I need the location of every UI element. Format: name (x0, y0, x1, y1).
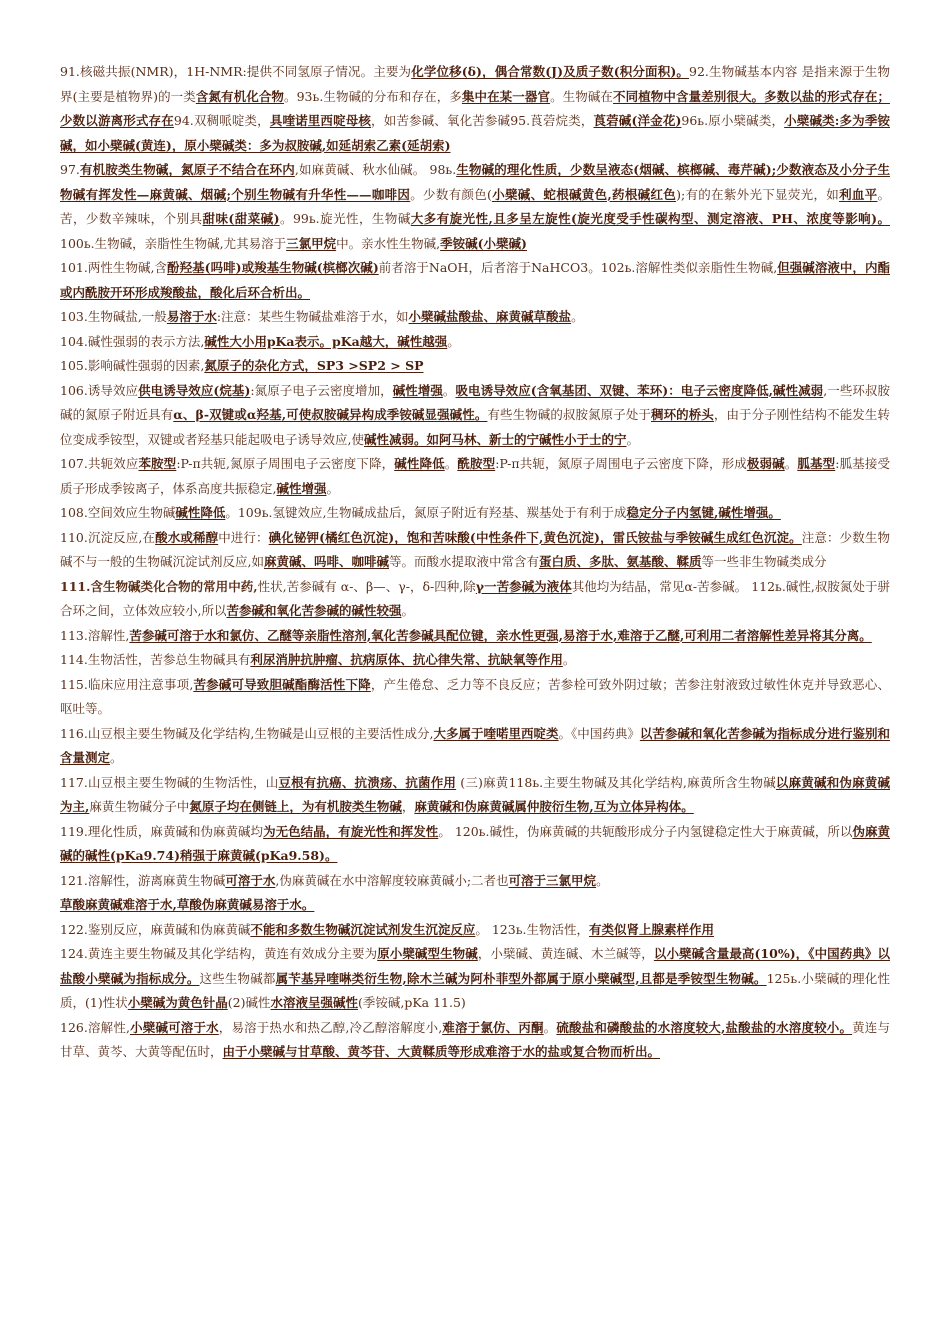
body-text: );有的在紫外光下显荧光，如 (676, 186, 840, 202)
key-point: 三氯甲烷 (286, 235, 337, 251)
key-point: 碱性大小用pKa表示。pKa越大，碱性越强 (204, 333, 448, 349)
paragraph (60, 673, 890, 722)
body-text: ，产生倦怠、乏力等不良反应；苦参栓可致外阴过敏；苦参注射液致过敏性休克并导致恶心、呕吐等。 (60, 676, 890, 716)
body-text: 。《中国药典》 (558, 725, 640, 741)
key-point: 供电诱导效应(烷基) (138, 382, 251, 398)
body-text: 有些生物碱的叔胺氮原子处于 (487, 407, 651, 422)
key-point: 含氮有机化合物 (195, 88, 285, 104)
body-text: ，由于分子刚性结构不能发生转位变成季铵型，双键或者羟基只能起吸电子诱导效应,使 (60, 407, 890, 447)
body-text: :氮原子电子云密度增加， (250, 382, 393, 398)
body-text: 性状,苦参碱有 α-、β—、γ-，δ-四种,除 (257, 578, 476, 594)
body-text: 。93ь.生物碱的分布和存在，多 (284, 88, 462, 104)
body-text: 。生物碱在 (550, 88, 614, 104)
body-text: ,如麻黄碱、秋水仙碱。 98ь. (294, 162, 457, 177)
key-point: 麻黄碱、吗啡、咖啡碱 (263, 554, 389, 569)
paragraph (60, 60, 890, 158)
key-point: 氮原子的杂化方式，SP3 >SP2 > SP (204, 358, 424, 373)
key-point: 吸电诱导效应(含氧基团、双键、苯环)：电子云密度降低,碱性减弱 (455, 382, 824, 398)
key-point: 苦参碱可溶于水和氯仿、乙醚等亲脂性溶剂,氧化苦参碱具配位键，亲水性更强,易溶于水,难溶于乙醚,可利用二者溶解性差异将其分离。 (129, 627, 872, 643)
paragraph (60, 918, 890, 943)
paragraph (60, 820, 890, 869)
body-text: 91.核磁共振(NMR)，1H-NMR:提供不同氢原子情况。主要为 (60, 64, 412, 79)
key-point: 利血平 (839, 186, 878, 202)
paragraph (60, 256, 890, 305)
key-point: α、β-双键或α羟基,可使叔胺碱异构成季铵碱显强碱性。 (173, 407, 488, 422)
key-point: 具喹诺里西啶母核 (269, 113, 372, 128)
key-point: 为无色结晶，有旋光性和挥发性 (263, 823, 439, 839)
key-point: γ一苦参碱为液体 (475, 578, 572, 594)
key-point: 碱性增强 (276, 480, 327, 496)
body-text: 116.山豆根主要生物碱及化学结构,生物碱是山豆根的主要活性成分, (60, 725, 434, 741)
key-point: 小檗碱为黄色针晶 (127, 995, 228, 1010)
key-point: 水溶液呈强碱性 (270, 995, 358, 1010)
body-text: 等一些非生物碱类成分 (701, 554, 827, 569)
body-text: 。 (442, 382, 456, 398)
body-text: 麻黄生物碱分子中 (89, 799, 190, 814)
body-text: 94.双稠哌啶类， (173, 113, 270, 128)
paragraph (60, 305, 890, 330)
body-text: 100ь.生物碱，亲脂性生物碱,尤其易溶于 (60, 235, 287, 251)
body-text: 中进行： (218, 529, 269, 545)
body-text: 。 (444, 456, 458, 471)
paragraph (60, 379, 890, 453)
paragraph (60, 648, 890, 673)
body-text: 。 (571, 309, 584, 324)
body-text: 。 (447, 333, 460, 349)
paragraph (60, 893, 890, 918)
key-point: 可溶于水 (225, 872, 276, 888)
body-text: 。 (543, 1019, 557, 1035)
key-point: 以麻黄碱和伪麻黄碱为主, (60, 774, 890, 814)
key-point: 有机胺类生物碱，氮原子不结合在环内 (79, 162, 295, 177)
body-text: 105.影响碱性强弱的因素, (60, 358, 205, 373)
body-text: 。109ь.氢键效应,生物碱成盐后，氮原子附近有羟基、羰基处于有利于成 (225, 505, 627, 520)
key-point: 由于小檗碱与甘草酸、黄芩苷、大黄鞣质等形成难溶于水的盐或复合物而析出。 (222, 1044, 661, 1059)
body-text: 。 (562, 652, 576, 667)
paragraph (60, 452, 890, 501)
body-text: 101.两性生物碱,含 (60, 260, 168, 275)
body-text: 。少数有颜色( (410, 186, 492, 202)
key-point: 化学位移(δ)，偶合常数(J)及质子数(积分面积)。 (411, 64, 690, 79)
body-text: 126.溶解性, (60, 1019, 130, 1035)
body-text: (三)麻黄118ь.主要生物碱及其化学结构,麻黄所含生物碱 (456, 774, 776, 790)
key-point: 酰胺型 (457, 456, 496, 471)
body-text: 。 120ь.碱性，伪麻黄碱的共轭酸形成分子内氢键稳定性大于麻黄碱，所以 (438, 823, 853, 839)
body-text: 106.诱导效应 (60, 382, 139, 398)
body-text: 。 (401, 603, 415, 618)
body-text: 117.山豆根主要生物碱的生物活性，山 (60, 774, 279, 790)
body-text: 96ь.原小檗碱类， (681, 113, 785, 128)
body-text: 122.鉴别反应，麻黄碱和伪麻黄碱 (60, 921, 251, 937)
key-point: 可溶于三氯甲烷 (508, 872, 597, 888)
key-point: 稳定分子内氢键,碱性增强。 (626, 505, 781, 520)
paragraph (60, 771, 890, 820)
key-point: 碘化铋钾(橘红色沉淀)，饱和苦味酸(中性条件下,黄色沉淀)，雷氏铵盐与季铵碱生成红色沉淀。 (268, 529, 802, 545)
body-text: (2)碱性 (227, 995, 271, 1010)
key-point: 蛋白质、多肽、氨基酸、鞣质 (539, 554, 702, 569)
body-text: ， (401, 799, 415, 814)
body-text: 。 123ь.生物活性， (475, 921, 589, 937)
key-point: 难溶于氯仿、丙酮 (442, 1019, 544, 1035)
key-point: 属苄基异喹啉类衍生物,除木兰碱为阿朴菲型外都属于原小檗碱型,且都是季铵型生物碱。 (275, 970, 767, 986)
body-text: ,伪麻黄碱在水中溶解度较麻黄碱小;二者也 (275, 872, 509, 888)
body-text: ，易溶于热水和热乙醇,冷乙醇溶解度小, (218, 1019, 443, 1035)
key-point: 有类似肾上腺素样作用 (588, 921, 714, 937)
body-text: 。 (784, 456, 798, 471)
key-point: 集中在某一器官 (461, 88, 551, 104)
body-text: 这些生物碱都 (199, 970, 276, 986)
key-point: 小檗碱盐酸盐、麻黄碱草酸盐 (408, 309, 572, 324)
document-page (60, 60, 890, 1065)
paragraph (60, 526, 890, 575)
paragraph (60, 501, 890, 526)
paragraph (60, 1016, 890, 1065)
key-point: 莨菪碱(洋金花) (593, 113, 682, 128)
body-text: 97. (60, 162, 80, 177)
body-text: 110.沉淀反应,在 (60, 529, 156, 545)
key-point: 硫酸盐和磷酸盐的水溶度较大,盐酸盐的水溶度较小。 (556, 1019, 853, 1035)
key-point: 但强碱溶液中，内酯或内酰胺开环形成羧酸盐，酸化后环合析出。 (60, 260, 890, 300)
body-text: 黄连与甘草、黄芩、大黄等配伍时， (60, 1019, 890, 1059)
key-point: 伪麻黄碱的碱性(pKa9.74)稍强于麻黄碱(pKa9.58)。 (60, 823, 890, 863)
key-point: 麻黄碱和伪麻黄碱属仲胺衍生物,互为立体异构体。 (414, 799, 694, 814)
key-point: 不能和多数生物碱沉淀试剂发生沉淀反应 (250, 921, 476, 937)
body-text: 119.理化性质，麻黄碱和伪麻黄碱均 (60, 823, 264, 839)
paragraph (60, 330, 890, 355)
key-point: 碱性降低 (394, 456, 445, 471)
paragraph (60, 354, 890, 379)
key-point: 碱性降低 (175, 505, 226, 520)
key-point: 苦参碱和氧化苦参碱的碱性较强 (226, 603, 402, 618)
key-point: 氮原子均在侧链上，为有机胺类生物碱 (189, 799, 402, 814)
body-text: 中。亲水性生物碱, (336, 235, 441, 251)
paragraph (60, 624, 890, 649)
key-point: 碱性减弱。如阿马林、新士的宁碱性小于士的宁 (363, 431, 627, 447)
key-point: 苯胺型 (138, 456, 177, 471)
key-point: 易溶于水 (166, 309, 217, 324)
key-point: 不同植物中含量差别很大。多数以盐的形式存在；少数以游离形式存在 (60, 88, 890, 128)
body-text: 前者溶于NaOH，后者溶于NaHCO3。102ь.溶解性类似亲脂性生物碱, (378, 260, 778, 275)
body-text: 等。而酸水提取液中常含有 (389, 554, 540, 569)
key-point: 小檗碱可溶于水 (129, 1019, 219, 1035)
body-text: (季铵碱,pKa 11.5) (357, 995, 466, 1010)
body-text: 104.碱性强弱的表示方法, (60, 333, 205, 349)
body-text: :注意：某些生物碱盐难溶于水，如 (216, 309, 409, 324)
key-point: 原小檗碱型生物碱 (377, 946, 478, 961)
key-point: 以小檗碱含量最高(10%)，《中国药典》以盐酸小檗碱为指标成分。 (60, 946, 890, 986)
key-point: 大多有旋光性,且多呈左旋性(旋光度受手性碳构型、测定溶液、PH、浓度等影响)。 (410, 211, 890, 226)
body-text: 注意：少数生物碱不与一般的生物碱沉淀试剂反应,如 (60, 529, 890, 569)
body-text: 。 (110, 750, 123, 765)
key-point: 小檗碱、蛇根碱黄色,药根碱红色 (491, 186, 677, 202)
key-point: 酸水或稀醇 (155, 529, 219, 545)
body-text: 。99ь.旋光性，生物碱 (279, 211, 411, 226)
paragraph (60, 575, 890, 624)
paragraph (60, 869, 890, 894)
key-point: 草酸麻黄碱难溶于水,草酸伪麻黄碱易溶于水。 (60, 897, 315, 912)
key-point: 小檗碱类:多为季铵碱，如小檗碱(黄连)，原小檗碱类：多为叔胺碱,如延胡索乙素(延胡索) (60, 113, 890, 153)
key-point: 季铵碱(小檗碱) (440, 235, 527, 251)
body-text: 113.溶解性, (60, 627, 130, 643)
body-text: ，小檗碱、黄连碱、木兰碱等， (477, 946, 654, 961)
body-text: :P-π共轭,氮原子周围电子云密度下降， (176, 456, 395, 471)
paragraph (60, 158, 890, 256)
body-text: 114.生物活性，苦参总生物碱具有 (60, 652, 251, 667)
body-text: 125ь.小檗碱的理化性质，(1)性状 (60, 970, 890, 1010)
key-point: 稠环的桥头 (650, 407, 714, 422)
body-text: 115.临床应用注意事项, (60, 676, 194, 692)
body-text: :P-π共轭，氮原子周围电子云密度下降，形成 (495, 456, 747, 471)
body-text: 92.生物碱基本内容 是指来源于生物界(主要是植物界)的一类 (60, 64, 890, 104)
key-point: 酚羟基(吗啡)或羧基生物碱(槟榔次碱) (167, 260, 379, 275)
paragraph (60, 722, 890, 771)
body-text: 103.生物碱盐,一般 (60, 309, 167, 324)
body-text: 124.黄连主要生物碱及其化学结构，黄连有效成分主要为 (60, 946, 378, 961)
key-point: 豆根有抗癌、抗溃疡、抗菌作用 (278, 774, 457, 790)
key-point: 碱性增强 (392, 382, 443, 398)
paragraph (60, 942, 890, 1016)
heading-text: 111.含生物碱类化合物的常用中药, (60, 578, 258, 594)
body-text: 。苦，少数辛辣味，个别具 (60, 186, 890, 226)
body-text: 。 (326, 480, 340, 496)
key-point: 以苦参碱和氧化苦参碱为指标成分进行鉴别和含量测定 (60, 725, 890, 765)
body-text: 108.空间效应生物碱 (60, 505, 176, 520)
body-text: 121.溶解性，游离麻黄生物碱 (60, 872, 226, 888)
key-point: 极弱碱 (746, 456, 785, 471)
body-text: ,一些环叔胺碱的氮原子附近具有 (60, 382, 890, 422)
key-point: 大多属于喹喏里西啶类 (433, 725, 559, 741)
body-text: 107.共轭效应 (60, 456, 139, 471)
body-text: 其他均为结晶，常见α-苦参碱。 112ь.碱性,叔胺氮处于骈合环之间，立体效应较小,所以 (60, 578, 891, 618)
body-text: :胍基接受质子形成季铵离子，体系高度共振稳定, (60, 456, 890, 496)
key-point: 苦参碱可导致胆碱酯酶活性下降 (193, 676, 371, 692)
key-point: 胍基型 (797, 456, 836, 471)
body-text: 。 (596, 872, 609, 888)
key-point: 生物碱的理化性质，少数呈液态(烟碱、槟榔碱、毒芹碱);少数液态及小分子生物碱有挥发性—麻黄碱、烟碱;个别生物碱有升华性——咖啡因 (60, 162, 890, 202)
key-point: 利尿消肿抗肿瘤、抗病原体、抗心律失常、抗缺氧等作用 (250, 652, 563, 667)
body-text: 。 (626, 431, 640, 447)
body-text: ，如苦参碱、氧化苦参碱95.莨菪烷类， (371, 113, 594, 128)
key-point: 甜味(甜菜碱) (202, 211, 280, 226)
